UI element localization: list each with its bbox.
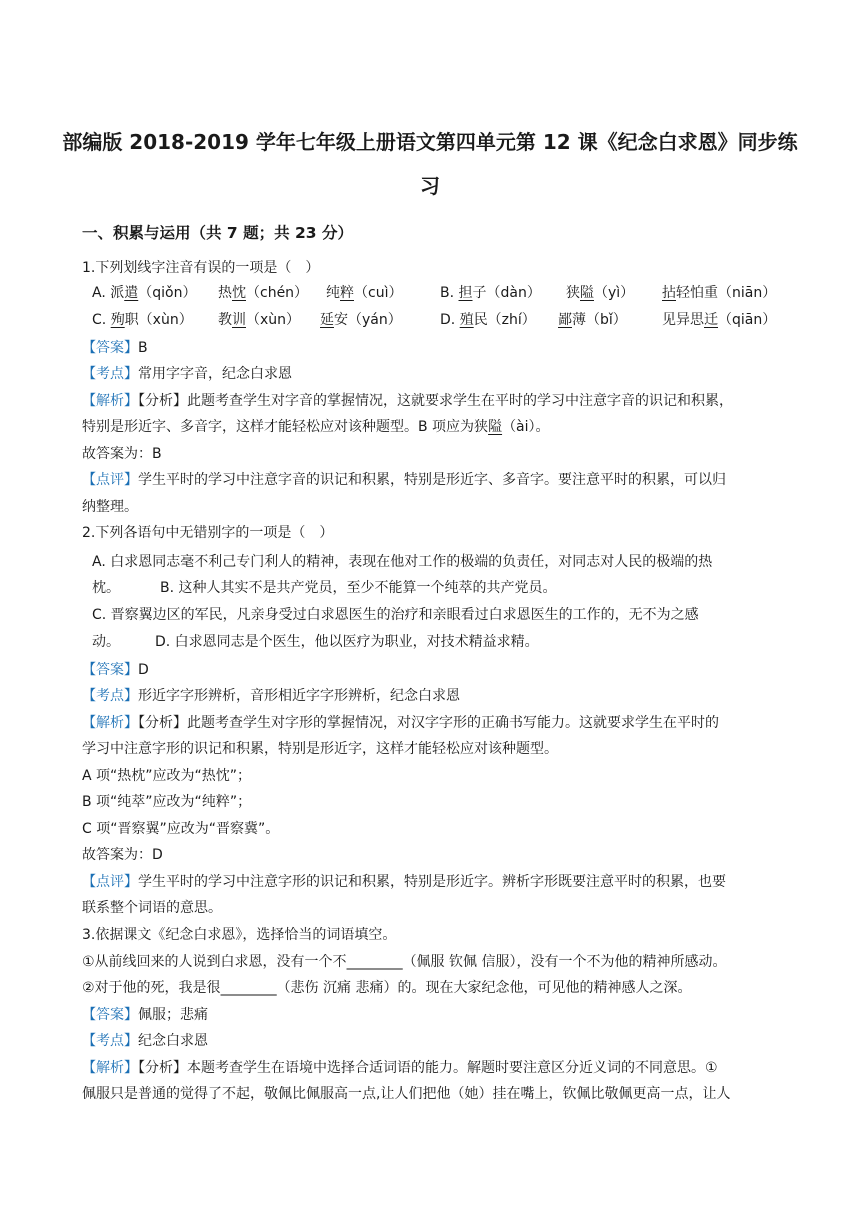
q1-option-d-word-3: 见异思迁（qiān） <box>662 312 777 328</box>
q1-point: 【考点】常用字字音，纪念白求恩 <box>82 366 292 382</box>
q2-final-answer: 故答案为：D <box>82 847 163 863</box>
q2-comment-line-1: 【点评】学生平时的学习中注意字形的识记和积累，特别是形近字。辨析字形既要注意平时的积累，也要 <box>82 874 726 890</box>
q2-option-c-line-2: 动。 <box>92 634 120 650</box>
q2-analysis-line-1: 【解析】【分析】此题考查学生对字形的掌握情况，对汉字字形的正确书写能力。这就要求学生在平时的 <box>82 715 719 731</box>
q2-fix-c: C 项“晋察翼”应改为“晋察冀”。 <box>82 821 280 837</box>
q2-option-d: D. 白求恩同志是个医生，他以医疗为职业，对技术精益求精。 <box>155 634 539 650</box>
q3-sentence-2: ②对于他的死，我是很________（悲伤 沉痛 悲痛）的。现在大家纪念他，可见他的精神感人之深。 <box>82 980 692 996</box>
q1-option-c-word-1: C. 殉职（xùn） <box>92 312 193 328</box>
q2-answer: 【答案】D <box>82 662 149 678</box>
q1-option-b-word-2: 狭隘（yì） <box>566 285 635 301</box>
question-1-stem: 1.下列划线字注音有误的一项是（ ） <box>82 260 320 276</box>
q1-comment-line-2: 纳整理。 <box>82 499 138 515</box>
q1-option-d-word-1: D. 殖民（zhí） <box>440 312 536 328</box>
q1-option-a-word-3: 纯粹（cuì） <box>326 285 403 301</box>
q1-option-a-word-2: 热忱（chén） <box>218 285 309 301</box>
q3-blank-2: ________ <box>220 980 277 996</box>
question-2-stem: 2.下列各语句中无错别字的一项是（ ） <box>82 525 334 541</box>
q2-option-b: B. 这种人其实不是共产党员，至少不能算一个纯萃的共产党员。 <box>160 580 557 596</box>
document-title-line-1: 部编版 2018-2019 学年七年级上册语文第四单元第 12 课《纪念白求恩》同步练 <box>62 130 798 154</box>
q1-option-c-word-3: 延安（yán） <box>320 312 402 328</box>
q3-answer: 【答案】佩服；悲痛 <box>82 1007 208 1023</box>
q3-point: 【考点】纪念白求恩 <box>82 1033 208 1049</box>
q3-blank-1: ________ <box>346 954 403 970</box>
q1-option-b-word-3: 拈轻怕重（niān） <box>662 285 777 301</box>
q1-option-b-word-1: B. 担子（dàn） <box>440 285 541 301</box>
q3-analysis-line-2: 佩服只是普通的觉得了不起，敬佩比佩服高一点,让人们把他（她）挂在嘴上，钦佩比敬佩更高一点，让人 <box>82 1086 731 1102</box>
q3-sentence-1: ①从前线回来的人说到白求恩，没有一个不________（佩服 钦佩 信服），没有一个不为他的精神所感动。 <box>82 954 727 970</box>
q1-option-d-word-2: 鄙薄（bǐ） <box>558 312 627 328</box>
question-3-stem: 3.依据课文《纪念白求恩》，选择恰当的词语填空。 <box>82 927 397 943</box>
q1-analysis-line-1: 【解析】【分析】此题考查学生对字音的掌握情况，这就要求学生在平时的学习中注意字音的识记和积累， <box>82 393 733 409</box>
document-title-line-2: 习 <box>420 174 440 198</box>
q3-analysis-line-1: 【解析】【分析】本题考查学生在语境中选择合适词语的能力。解题时要注意区分近义词的不同意思。① <box>82 1060 718 1076</box>
q1-final-answer: 故答案为：B <box>82 446 162 462</box>
q1-option-a-word-1: A. 派遣（qiǒn） <box>92 285 197 301</box>
q2-point: 【考点】形近字字形辨析，音形相近字字形辨析，纪念白求恩 <box>82 688 460 704</box>
q2-option-c-line-1: C. 晋察翼边区的军民，凡亲身受过白求恩医生的治疗和亲眼看过白求恩医生的工作的，无不为之感 <box>92 607 699 623</box>
q2-comment-line-2: 联系整个词语的意思。 <box>82 900 222 916</box>
q2-option-a-line-1: A. 白求恩同志毫不利己专门利人的精神，表现在他对工作的极端的负责任，对同志对人民的极端的热 <box>92 554 713 570</box>
q1-option-c-word-2: 教训（xùn） <box>218 312 301 328</box>
q2-option-a-line-2: 枕。 <box>92 580 120 596</box>
q2-analysis-line-2: 学习中注意字形的识记和积累，特别是形近字，这样才能轻松应对该种题型。 <box>82 741 558 757</box>
q1-analysis-line-2: 特别是形近字、多音字，这样才能轻松应对该种题型。B 项应为狭隘（ài）。 <box>82 419 550 435</box>
q1-comment-line-1: 【点评】学生平时的学习中注意字音的识记和积累，特别是形近字、多音字。要注意平时的积累，可以归 <box>82 472 726 488</box>
q2-fix-b: B 项“纯萃”应改为“纯粹”； <box>82 794 252 810</box>
q2-fix-a: A 项“热枕”应改为“热忱”； <box>82 768 252 784</box>
q1-answer: 【答案】B <box>82 340 148 356</box>
section-heading: 一、积累与运用（共 7 题；共 23 分） <box>82 224 353 242</box>
